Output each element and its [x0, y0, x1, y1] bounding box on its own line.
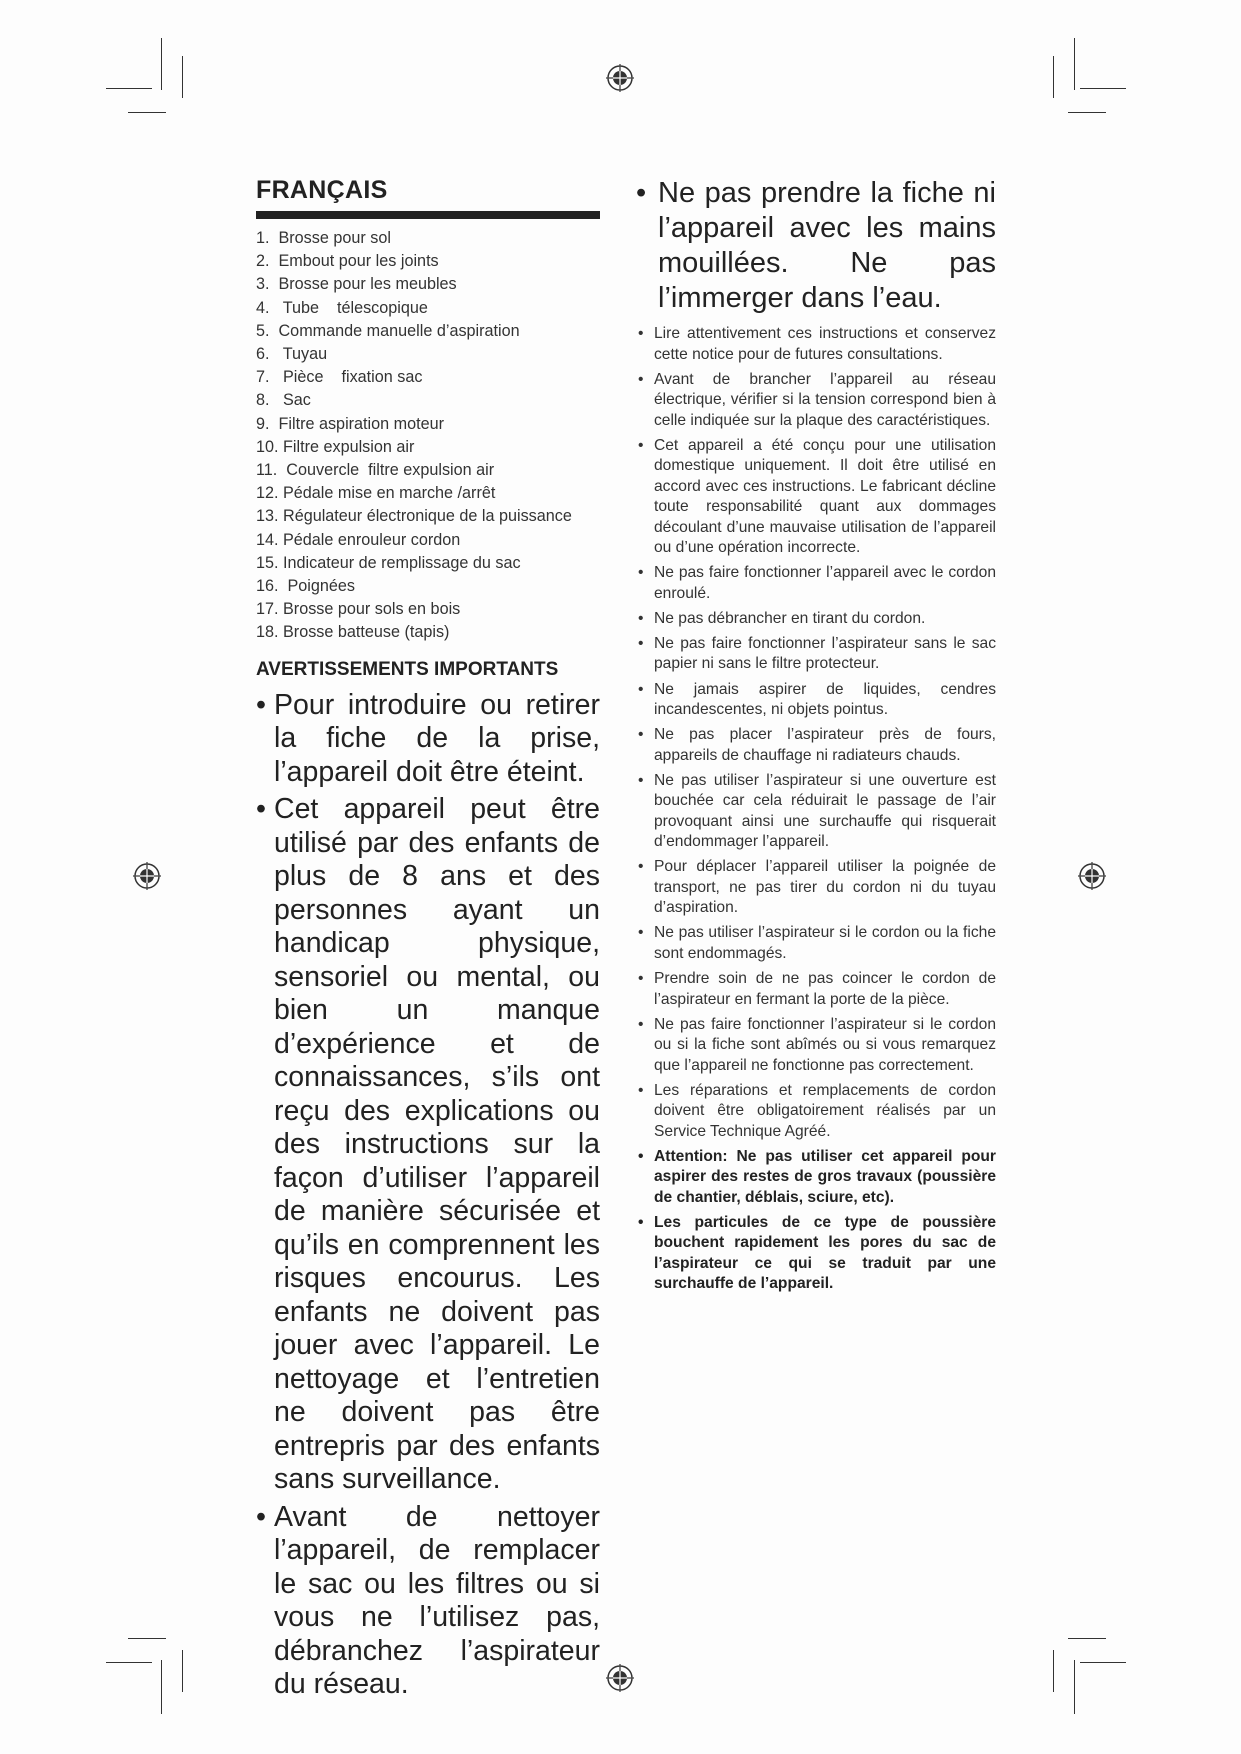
- small-warning-text: Prendre soin de ne pas coincer le cordon de l’aspirateur en fermant la porte de la pièce.: [654, 970, 996, 1008]
- small-warning-item: [636, 857, 996, 919]
- bullet-icon: •: [636, 177, 647, 209]
- crop-mark: [1080, 1662, 1126, 1663]
- small-warning-item: [636, 370, 996, 432]
- small-warning-text: Pour déplacer l’appareil utiliser la poignée de transport, ne pas tirer du cordon ni du tuyau d’aspiration.: [654, 858, 996, 917]
- small-warning-text: Ne jamais aspirer de liquides, cendres incandescentes, ni objets pointus.: [654, 680, 996, 719]
- big-warning-item: [636, 176, 996, 316]
- crop-mark: [182, 1650, 183, 1692]
- small-warning-item: [636, 563, 996, 604]
- crop-mark: [161, 38, 162, 90]
- crop-mark: [128, 112, 166, 113]
- bullet-icon: •: [638, 771, 644, 789]
- bullet-icon: •: [638, 858, 644, 876]
- parts-list-item: 15. Indicateur de remplissage du sac: [256, 553, 521, 572]
- parts-list-item: 2. Embout pour les joints: [256, 252, 439, 271]
- small-warning-text: Attention: Ne pas utiliser cet appareil pour aspirer des restes de gros travaux (poussière de chantier, déblais, sciure, etc).: [654, 1147, 996, 1206]
- parts-list-item: 14. Pédale enrouleur cordon: [256, 530, 461, 549]
- small-warning-text: Les réparations et remplacements de cordon doivent être obligatoirement réalisés par un Service Technique Agréé.: [654, 1081, 996, 1140]
- crop-mark: [182, 56, 183, 98]
- parts-list-item: 17. Brosse pour sols en bois: [256, 600, 461, 619]
- parts-list-item: 6. Tuyau: [256, 345, 328, 364]
- crop-mark: [106, 88, 152, 89]
- big-warning-item: [256, 689, 600, 790]
- small-warning-text: Ne pas faire fonctionner l’appareil avec le cordon enroulé.: [654, 564, 996, 602]
- small-warning-item: [636, 324, 996, 365]
- small-warning-text: Avant de brancher l’appareil au réseau électrique, vérifier si la tension correspond bien à celle indiquée sur la plaque des caractéristiques.: [654, 370, 996, 429]
- registration-mark-icon: [133, 862, 161, 890]
- parts-list-item: 16. Poignées: [256, 577, 355, 596]
- big-warning-item: [256, 1501, 600, 1702]
- crop-mark: [1080, 88, 1126, 89]
- big-warning-text: Ne pas prendre la fiche ni l’appareil avec les mains mouillées. Ne pas l’immerger dans l’eau.: [658, 177, 996, 314]
- parts-list-item: 3. Brosse pour les meubles: [256, 275, 457, 294]
- big-warning-item: [256, 793, 600, 1497]
- crop-mark: [128, 1638, 166, 1639]
- small-warning-item: [636, 436, 996, 559]
- big-warning-text: Cet appareil peut être utilisé par des enfants de plus de 8 ans et des personnes ayant un handicap physique, sensoriel ou mental, ou bien un manque d’expérience et de connaissances, s’ils ont reçu des explications ou des instructions sur la façon d’utiliser l’appareil de manière sécurisée et qu’ils en comprennent les risques encourus. Les enfants ne doivent pas jouer avec l’appareil. Le nettoyage et l’entretien ne doivent pas être entrepris par des enfants sans surveillance.: [274, 793, 600, 1496]
- small-warning-item: [636, 1213, 996, 1295]
- bullet-icon: •: [638, 1147, 644, 1165]
- bullet-icon: •: [256, 793, 266, 826]
- crop-mark: [106, 1662, 152, 1663]
- small-warning-text: Cet appareil a été conçu pour une utilisation domestique uniquement. Il doit être utilisé en accord avec ces instructions. Le fabricant décline toute responsabilité quant aux dommages découlant d’une mauvaise utilisation de l’appareil ou d’une opération incorrecte.: [654, 436, 996, 557]
- title-rule: [256, 211, 600, 219]
- small-warning-text: Ne pas faire fonctionner l’aspirateur sans le sac papier ni sans le filtre protecteur.: [654, 634, 996, 673]
- parts-list-item: 10. Filtre expulsion air: [256, 437, 415, 456]
- parts-list-item: 12. Pédale mise en marche /arrêt: [256, 484, 496, 503]
- registration-mark-icon: [606, 1664, 634, 1692]
- bullet-icon: •: [638, 609, 644, 627]
- bullet-icon: •: [638, 726, 644, 744]
- small-warning-item: [636, 923, 996, 964]
- left-column: [256, 176, 600, 1706]
- big-warning-text: Avant de nettoyer l’appareil, de remplacer le sac ou les filtres ou si vous ne l’utilisez pas, débranchez l’aspirateur du réseau.: [274, 1500, 600, 1701]
- parts-list-item: 4. Tube télescopique: [256, 298, 428, 317]
- bullet-icon: •: [638, 634, 644, 652]
- bullet-icon: •: [638, 370, 644, 388]
- bullet-icon: •: [638, 680, 644, 698]
- bullet-icon: •: [638, 924, 644, 942]
- small-warning-text: Ne pas placer l’aspirateur près de fours, appareils de chauffage ni radiateurs chauds.: [654, 726, 996, 764]
- parts-list-item: 5. Commande manuelle d’aspiration: [256, 321, 520, 340]
- crop-mark: [161, 1660, 162, 1714]
- parts-list-item: 1. Brosse pour sol: [256, 229, 391, 247]
- small-warning-item: [636, 634, 996, 675]
- parts-list-item: 18. Brosse batteuse (tapis): [256, 623, 450, 642]
- crop-mark: [1068, 1638, 1106, 1639]
- small-warning-text: Ne pas utiliser l’aspirateur si une ouverture est bouchée car cela réduirait le passage de l’air provoquant ainsi une surchauffe qui risquerait d’endommager l’appareil.: [654, 771, 996, 851]
- bullet-icon: •: [638, 1213, 644, 1231]
- bullet-icon: •: [638, 325, 644, 342]
- parts-list-item: 13. Régulateur électronique de la puissance: [256, 507, 572, 526]
- small-warning-text: Les particules de ce type de poussière bouchent rapidement les pores du sac de l’aspirateur ce qui se traduit par une surchauffe de l’appareil.: [654, 1213, 996, 1293]
- bullet-icon: •: [638, 564, 644, 582]
- parts-list-item: 9. Filtre aspiration moteur: [256, 414, 445, 433]
- bullet-icon: •: [256, 688, 266, 721]
- small-warning-item: [636, 609, 996, 630]
- bullet-icon: •: [256, 1500, 266, 1533]
- small-warning-text: Lire attentivement ces instructions et conservez cette notice pour de futures consultations.: [654, 325, 996, 363]
- language-title: FRANÇAIS: [256, 176, 388, 204]
- big-warning-text: Pour introduire ou retirer la fiche de la prise, l’appareil doit être éteint.: [274, 688, 600, 788]
- small-warning-text: Ne pas débrancher en tirant du cordon.: [654, 609, 926, 627]
- registration-mark-icon: [1078, 862, 1106, 890]
- small-warnings-list: [636, 324, 996, 1295]
- crop-mark: [1053, 1650, 1054, 1692]
- bullet-icon: •: [638, 1015, 644, 1033]
- small-warning-text: Ne pas utiliser l’aspirateur si le cordon ou la fiche sont endommagés.: [654, 924, 996, 962]
- big-warnings-list: [256, 689, 600, 1702]
- crop-mark: [1053, 56, 1054, 98]
- small-warning-text: Ne pas faire fonctionner l’aspirateur si le cordon ou si la fiche sont abîmés ou si vous remarquez que l’appareil ne fonctionne pas correctement.: [654, 1015, 996, 1074]
- parts-list-item: 8. Sac: [256, 391, 311, 410]
- registration-mark-icon: [606, 64, 634, 92]
- bullet-icon: •: [638, 1081, 644, 1099]
- crop-mark: [1068, 112, 1106, 113]
- crop-mark: [1074, 1660, 1075, 1714]
- right-column: [636, 176, 996, 1300]
- bullet-icon: •: [638, 970, 644, 988]
- crop-mark: [1074, 38, 1075, 90]
- small-warning-item: [636, 1015, 996, 1077]
- small-warning-item: [636, 969, 996, 1010]
- parts-list-item: 7. Pièce fixation sac: [256, 368, 423, 387]
- warnings-heading: AVERTISSEMENTS IMPORTANTS: [256, 658, 559, 680]
- parts-list-item: 11. Couvercle filtre expulsion air: [256, 461, 495, 480]
- small-warning-item: [636, 725, 996, 766]
- parts-list: [256, 227, 600, 645]
- small-warning-item: [636, 1081, 996, 1143]
- small-warning-item: [636, 771, 996, 853]
- small-warning-item: [636, 680, 996, 721]
- small-warning-item: [636, 1147, 996, 1209]
- bullet-icon: •: [638, 436, 644, 454]
